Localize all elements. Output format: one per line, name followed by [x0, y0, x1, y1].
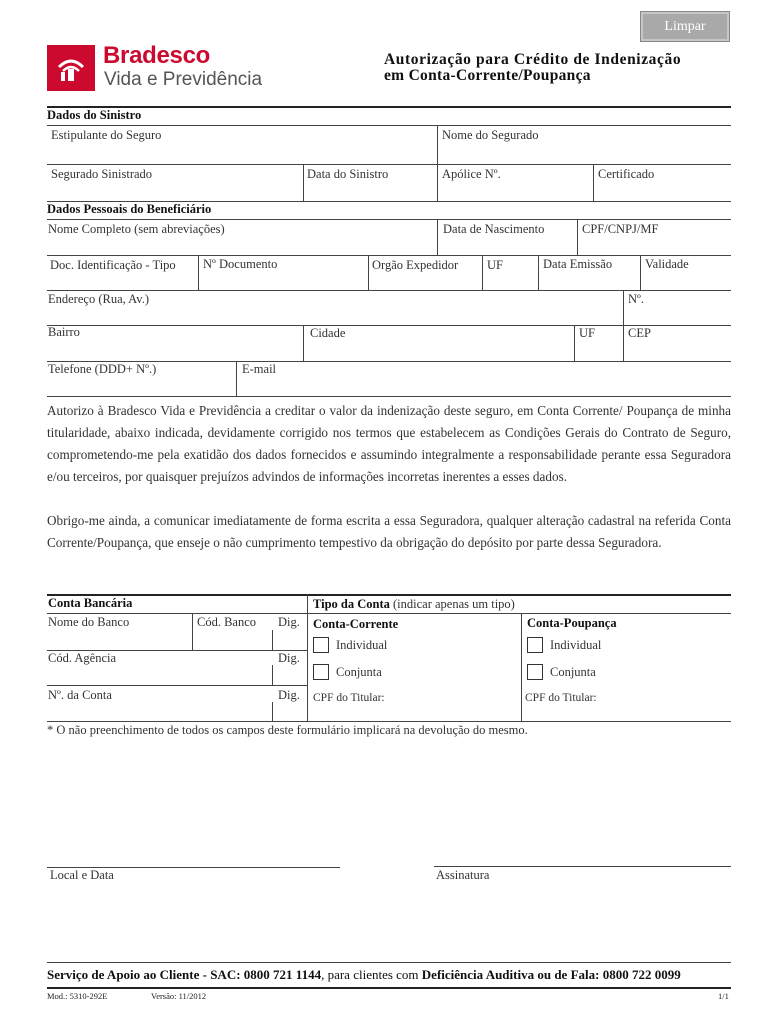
cidade-field[interactable]: Cidade [310, 326, 346, 340]
data-nascimento-field[interactable]: Data de Nascimento [443, 222, 545, 236]
corrente-cpf-titular-field[interactable]: CPF do Titular: [313, 692, 385, 704]
brand-subtitle: Vida e Previdência [104, 69, 263, 90]
tipo-conta-heading [313, 597, 515, 612]
brand-name: Bradesco [103, 42, 210, 69]
form-title-line1: Autorização para Crédito de Indenização [384, 51, 682, 68]
doc-tipo-field[interactable]: Doc. Identificação - Tipo [50, 258, 176, 272]
corrente-individual-label: Individual [336, 638, 388, 652]
email-field[interactable]: E-mail [242, 362, 277, 376]
endereco-field[interactable]: Endereço (Rua, Av.) [48, 292, 150, 306]
bradesco-tree-icon [47, 45, 95, 91]
section-conta-heading: Conta Bancária [48, 596, 133, 610]
dig-agencia-field[interactable]: Dig. [278, 651, 300, 665]
nome-completo-field[interactable]: Nome Completo (sem abreviações) [48, 222, 225, 236]
num-documento-field[interactable]: Nº Documento [203, 257, 278, 271]
nome-banco-field[interactable]: Nome do Banco [48, 615, 130, 629]
certificado-field[interactable]: Certificado [598, 167, 655, 181]
cod-agencia-field[interactable]: Cód. Agência [48, 651, 117, 665]
corrente-conjunta-checkbox[interactable] [313, 664, 329, 680]
version: Versão: 11/2012 [151, 991, 207, 1001]
sac-connector: , para clientes com [321, 967, 422, 982]
validade-field[interactable]: Validade [645, 257, 689, 271]
tipo-conta-heading-note: (indicar apenas um tipo) [389, 597, 515, 611]
segurado-sinistrado-field[interactable]: Segurado Sinistrado [51, 167, 153, 181]
corrente-conjunta-label: Conjunta [336, 665, 382, 679]
page-number: 1/1 [718, 991, 729, 1001]
poupanca-individual-label: Individual [550, 638, 602, 652]
bairro-field[interactable]: Bairro [48, 325, 80, 339]
mod-code: Mod.: 5310-292E [47, 991, 108, 1001]
clear-button[interactable]: Limpar [640, 11, 730, 42]
num-conta-field[interactable]: Nº. da Conta [48, 688, 112, 702]
telefone-field[interactable]: Telefone (DDD+ Nº.) [48, 362, 157, 376]
authorization-paragraph-1: Autorizo à Bradesco Vida e Previdência a creditar o valor da indenização deste seguro, em Conta Corrente/ Poupança de minha titularidade, abaixo indicada, devidamente corrigido nos termos que estabelecem as Condições Gerais do Contrato de Seguro, comprometendo-me pela exatidão dos dados fornecidos e assumindo integralmente a responsabilidade perante essa Seguradora e/ou terceiros, por quaisquer prejuízos advindos de informações incorretas inerentes a esses dados. [47, 403, 731, 484]
authorization-paragraph-2: Obrigo-me ainda, a comunicar imediatamente de forma escrita a essa Seguradora, qualquer alteração cadastral na referida Conta Corrente/Poupança, que enseje o não cumprimento tempestivo da obrigação do depósito por parte dessa Seguradora. [47, 513, 731, 550]
apolice-field[interactable]: Apólice Nº. [442, 167, 501, 181]
conta-corrente-heading: Conta-Corrente [313, 617, 399, 631]
assinatura-field[interactable]: Assinatura [436, 868, 490, 882]
poupanca-conjunta-label: Conjunta [550, 665, 596, 679]
tipo-conta-heading-bold: Tipo da Conta [313, 597, 390, 611]
poupanca-conjunta-checkbox[interactable] [527, 664, 543, 680]
dig-banco-field[interactable]: Dig. [278, 615, 300, 629]
cep-field[interactable]: CEP [628, 326, 651, 340]
poupanca-cpf-titular-field[interactable]: CPF do Titular: [525, 692, 597, 704]
numero-field[interactable]: Nº. [628, 292, 645, 306]
cod-banco-field[interactable]: Cód. Banco [197, 615, 257, 629]
sac-phone: Serviço de Apoio ao Cliente - SAC: 0800 721 1144 [47, 967, 322, 982]
corrente-individual-checkbox[interactable] [313, 637, 329, 653]
sac-footer [47, 967, 731, 983]
orgao-expedidor-field[interactable]: Orgão Expedidor [372, 258, 459, 272]
section-beneficiario-heading: Dados Pessoais do Beneficiário [47, 202, 212, 216]
uf-field[interactable]: UF [487, 258, 503, 272]
data-sinistro-field[interactable]: Data do Sinistro [307, 167, 389, 181]
conta-poupanca-heading: Conta-Poupança [527, 616, 617, 630]
data-emissao-field[interactable]: Data Emissão [543, 257, 613, 271]
sac-deficiencia-phone: Deficiência Auditiva ou de Fala: 0800 722 0099 [421, 967, 681, 982]
form-title-line2: em Conta-Corrente/Poupança [384, 67, 591, 84]
cpf-field[interactable]: CPF/CNPJ/MF [582, 222, 659, 236]
section-sinistro-heading: Dados do Sinistro [47, 108, 142, 122]
dig-conta-field[interactable]: Dig. [278, 688, 300, 702]
bradesco-logo [47, 45, 95, 91]
uf2-field[interactable]: UF [579, 326, 595, 340]
nome-segurado-field[interactable]: Nome do Segurado [442, 128, 539, 142]
estipulante-field[interactable]: Estipulante do Seguro [51, 128, 162, 142]
notice-text: * O não preenchimento de todos os campos deste formulário implicará na devolução do mesmo. [47, 723, 528, 737]
poupanca-individual-checkbox[interactable] [527, 637, 543, 653]
local-data-field[interactable]: Local e Data [50, 868, 114, 882]
